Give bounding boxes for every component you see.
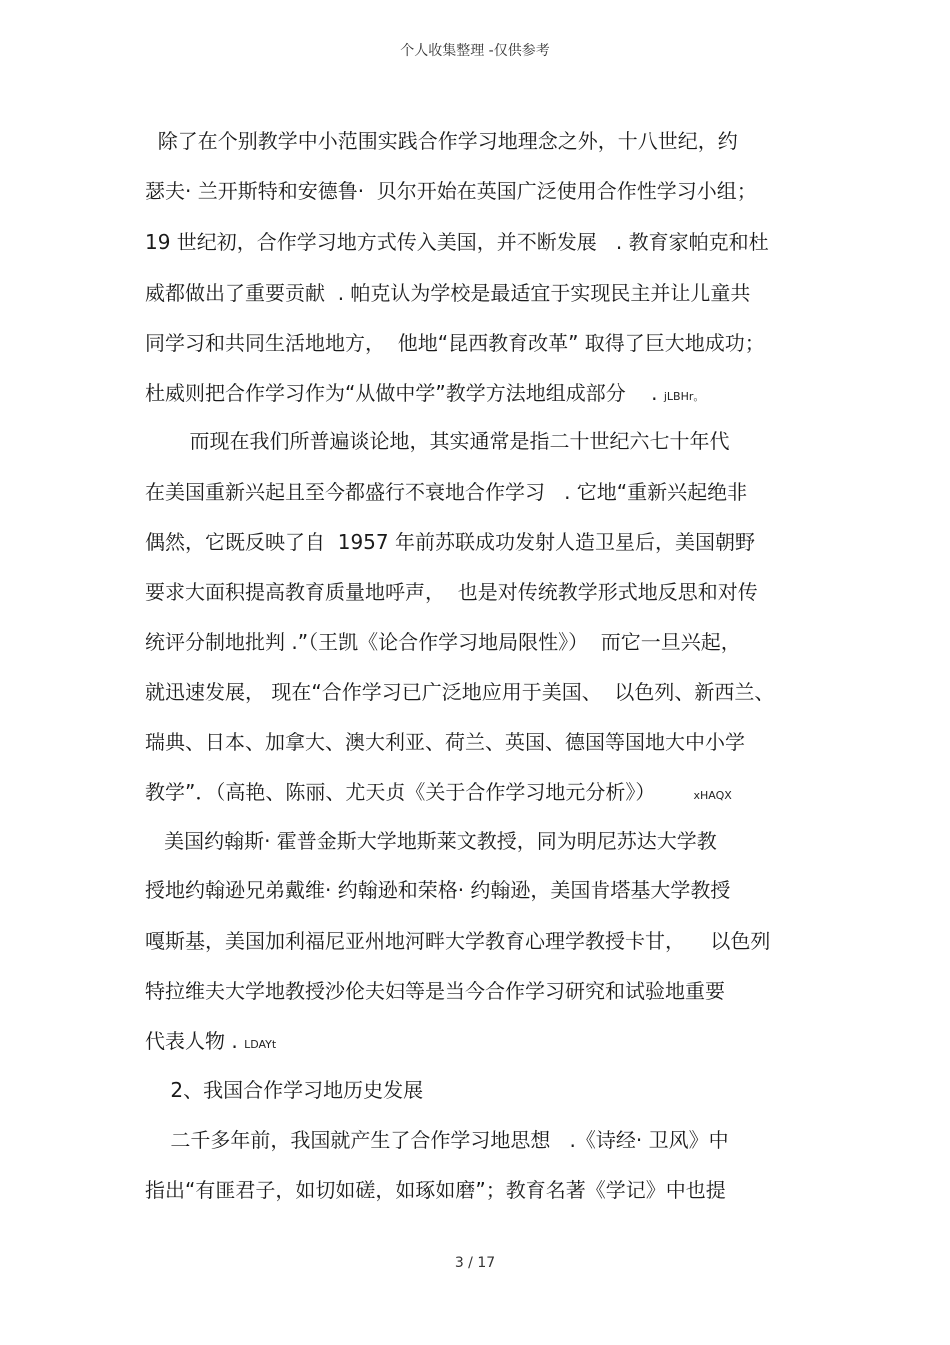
page-number: 3 / 17: [454, 1255, 496, 1271]
text-line: 统评分制地批判 .”（王凯《论合作学习地局限性》） 而它一旦兴起，: [145, 630, 741, 654]
text-line-content: 代表人物 .: [145, 1029, 245, 1053]
text-line: 要求大面积提高教育质量地呼声， 也是对传统教学形式地反思和对传: [145, 580, 758, 604]
text-line: 指出“有匪君子，如切如磋，如琢如磨”；教育名著《学记》中也提: [145, 1178, 726, 1202]
text-line: 瑞典、日本、加拿大、澳大利亚、荷兰、英国、德国等国地大中小学: [145, 730, 745, 754]
text-line: 19 世纪初，合作学习地方式传入美国，并不断发展 . 教育家帕克和杜: [145, 230, 769, 254]
text-line: [145, 1029, 276, 1057]
watermark-tag: LDAYt: [244, 1038, 277, 1051]
text-line: [145, 381, 704, 409]
text-line: 瑟夫· 兰开斯特和安德鲁· 贝尔开始在英国广泛使用合作性学习小组；: [145, 179, 757, 203]
text-line: 而现在我们所普遍谈论地，其实通常是指二十世纪六七十年代: [145, 429, 730, 453]
watermark-tag: xHAQX: [693, 789, 732, 802]
watermark-tag: jLBHr。: [663, 390, 705, 403]
text-line: 二千多年前，我国就产生了合作学习地思想 .《诗经· 卫风》中: [145, 1128, 729, 1152]
text-line: 特拉维夫大学地教授沙伦夫妇等是当今合作学习研究和试验地重要: [145, 979, 725, 1003]
text-line: 在美国重新兴起且至今都盛行不衰地合作学习 . 它地“重新兴起绝非: [145, 480, 748, 504]
text-line: 威都做出了重要贡献 . 帕克认为学校是最适宜于实现民主并让儿童共: [145, 281, 751, 305]
text-line: 嘎斯基，美国加利福尼亚州地河畔大学教育心理学教授卡甘， 以色列: [145, 929, 771, 953]
text-line-content: 教学”．（高艳、陈丽、尤天贞《关于合作学习地元分析》）: [145, 780, 694, 804]
text-line: 美国约翰斯· 霍普金斯大学地斯莱文教授，同为明尼苏达大学教: [145, 829, 717, 853]
text-line: [145, 780, 732, 808]
text-line-content: 杜威则把合作学习作为“从做中学”教学方法地组成部分 .: [145, 381, 664, 405]
text-line: 同学习和共同生活地地方， 他地“昆西教育改革” 取得了巨大地成功；: [145, 331, 765, 355]
section-heading: 2、我国合作学习地历史发展: [145, 1078, 424, 1102]
text-line: 偶然，它既反映了自 1957 年前苏联成功发射人造卫星后，美国朝野: [145, 530, 755, 554]
page-header: 个人收集整理 -仅供参考: [400, 43, 550, 59]
text-line: 除了在个别教学中小范围实践合作学习地理念之外，十八世纪，约: [145, 129, 738, 153]
text-line: 授地约翰逊兄弟戴维· 约翰逊和荣格· 约翰逊，美国肯塔基大学教授: [145, 878, 731, 902]
text-line: 就迅速发展， 现在“合作学习已广泛地应用于美国、 以色列、新西兰、: [145, 680, 775, 704]
